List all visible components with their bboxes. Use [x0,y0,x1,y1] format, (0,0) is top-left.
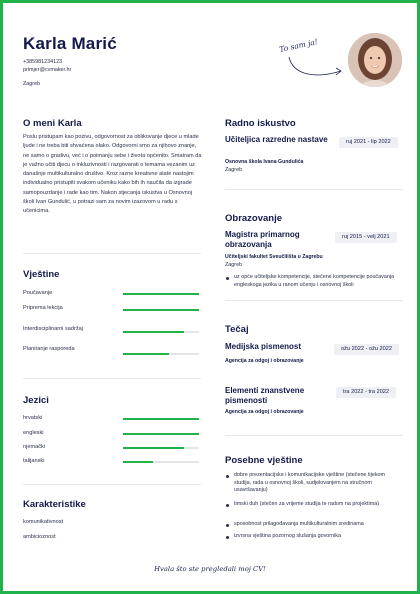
candidate-name: Karla Marić [23,34,117,53]
trait-item: komunikativnost [23,519,64,525]
language-bar [123,433,199,435]
course-name: Elementi znanstvene pismenosti [225,386,305,405]
language-bar [123,461,199,463]
education-bullet: uz opće učiteljske kompetencije, stečene kompetencije poučavanja engleskoga jezika u ranom učenju i osnovnoj školi [225,274,401,289]
level-fill [123,433,199,435]
special-skill-item: dobre prezentacijske i komunikacijske vještine (stečene tijekom studija, rada u osnovnoj školi, sudjelovanjem na stručnom usavršavanju) [225,472,401,495]
divider [23,253,201,254]
course-org: Agencija za odgoj i obrazovanje [225,409,304,415]
education-title: Obrazovanje [225,213,283,224]
employer: Osnovna škola Ivana Gundulića [225,159,304,165]
languages-title: Jezici [23,395,49,406]
greeting-handwritten: To sam ja! [278,37,319,54]
trait-item: ambicioznost [23,534,56,540]
profile-photo [348,33,402,87]
special-skills-title: Posebne vještine [225,455,303,466]
level-fill [123,461,153,463]
date-badge: ožu 2022 - ožu 2022 [334,344,399,355]
language-bar [123,418,199,420]
divider [23,484,201,485]
divider [225,189,403,190]
about-text: Poslu pristupam kao pozivu, odgovornost za oblikovanje djece u mlade ljude i ne treba biti shvaćena olako. Odgovorni smo za njihovo znanje, ne samo o gradivu, već i o poimanju sebe i života općenito. Smatram da je važno učiti djecu o inkluzivnosti i razgovarati o temama vezanim uz današnje multikulturalno društvo. Kroz razne kreativne alate nastojim individualno pristupiti svakom učeniku kako bih ih naučila da izgrade samopouzdanje i rade kao tim. Nakon stjecanja iskustva u Osnovnoj školi Ivan Gundulić, u potrazi sam za novim izazovom u radu s učenicima. [23,134,202,215]
divider [23,378,201,379]
level-fill [123,309,199,311]
language-label: talijanski [23,458,45,464]
special-skill-item: timski duh (stečen za vrijeme studija te radom na projektima) [225,501,401,509]
curved-arrow-icon [285,51,345,81]
skill-label: Planiranje rasporeda [23,346,75,352]
experience-title: Radno iskustvo [225,118,296,129]
course-org: Agencija za odgoj i obrazovanje [225,358,304,364]
phone-number: +385981234123 [23,59,63,65]
level-fill [123,447,184,449]
level-fill [123,353,169,355]
date-badge: ruj 2021 - lip 2022 [339,137,398,148]
skill-bar [123,293,199,295]
city: Zagreb [23,81,41,87]
language-label: engleski [23,430,44,436]
skill-bar [123,331,199,333]
date-badge: ruj 2015 - velj 2021 [335,232,397,243]
divider [225,300,403,301]
job-city: Zagreb [225,167,243,173]
special-skill-item: sposobnost prilagođavanja multikulturalnim sredinama [225,521,401,529]
divider [225,435,403,436]
skill-label: Poučavanje [23,290,53,296]
special-skill-item: izvrsna vještina pozornog slušanja govornika [225,533,401,541]
job-title: Učiteljica razredne nastave [225,135,328,144]
email-address: primjer@cvmaker.hr [23,67,72,73]
language-bar [123,447,199,449]
skill-label: Interdisciplinarni sadržaj [23,326,84,332]
traits-title: Karakteristike [23,499,86,510]
about-title: O meni Karla [23,118,82,129]
language-label: njemački [23,444,46,450]
skill-bar [123,353,199,355]
level-fill [123,331,184,333]
course-name: Medijska pismenost [225,342,302,351]
thank-you-note: Hvala što ste pregledali moj CV! [154,565,266,573]
degree-title: Magistra primarnog obrazovanja [225,230,300,249]
skills-title: Vještine [23,269,60,280]
level-fill [123,293,199,295]
date-badge: tra 2022 - tra 2022 [336,387,396,398]
level-fill [123,418,199,420]
skill-label: Priprema lekcija [23,305,63,311]
language-label: hrvatski [23,415,43,421]
school-name: Učiteljski fakultet Sveučilišta u Zagrebu [225,254,323,260]
courses-title: Tečaj [225,324,249,335]
school-city: Zagreb [225,262,243,268]
skill-bar [123,309,199,311]
